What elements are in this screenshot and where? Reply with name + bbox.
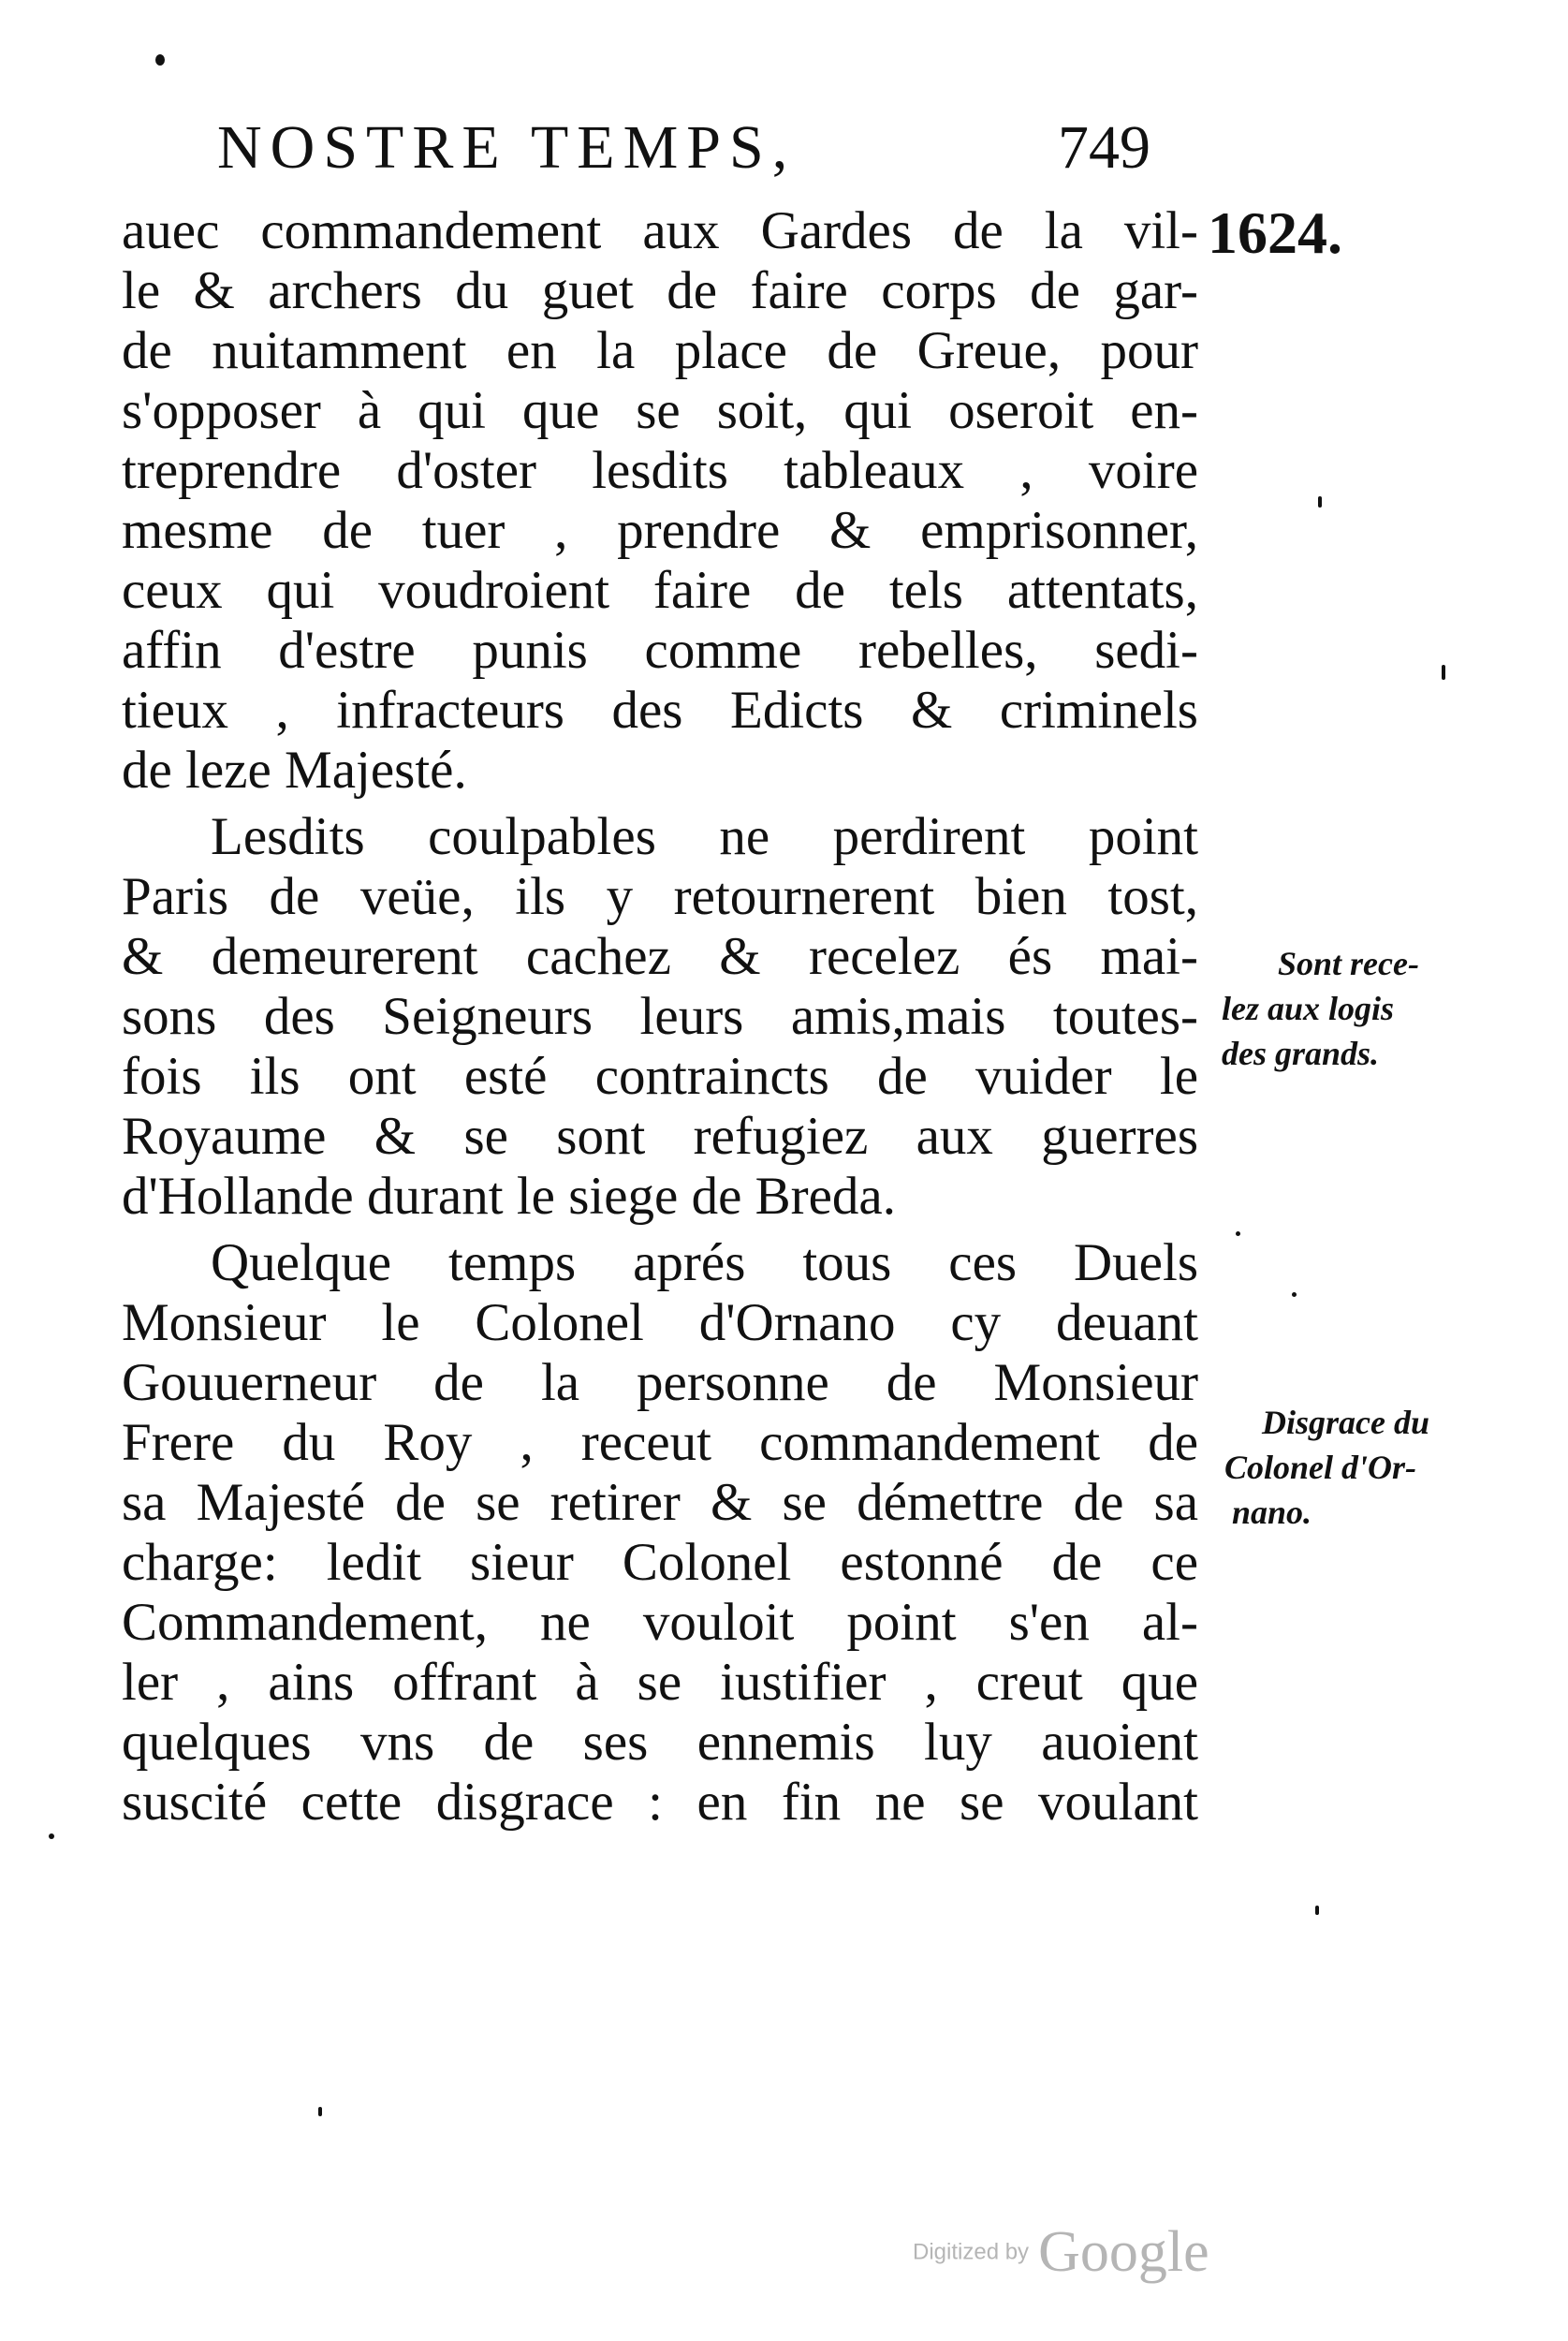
text-line: auec commandement aux Gardes de la vil-	[122, 201, 1198, 260]
text-line: fois ils ont esté contraincts de vuider le	[122, 1047, 1198, 1106]
text-line: quelques vns de ses ennemis luy auoient	[122, 1713, 1198, 1772]
ink-speck	[1292, 1292, 1297, 1297]
text-line: le & archers du guet de faire corps de gar-	[122, 261, 1198, 320]
text-line: & demeurerent cachez & recelez és mai-	[122, 927, 1198, 986]
ink-speck	[318, 2107, 322, 2116]
margin-note-line: Colonel d'Or-	[1224, 1449, 1417, 1486]
margin-note-line: Sont rece-	[1278, 945, 1419, 982]
text-line: d'Hollande durant le siege de Breda.	[122, 1167, 896, 1226]
text-line: Royaume & se sont refugiez aux guerres	[122, 1107, 1198, 1166]
margin-note-recelez	[1222, 941, 1419, 1076]
text-line: tieux , infracteurs des Edicts & criminels	[122, 681, 1198, 740]
ink-speck	[155, 54, 165, 66]
text-line: Frere du Roy , receut commandement de	[122, 1413, 1198, 1472]
text-line: de leze Majesté.	[122, 741, 467, 800]
text-line: Gouuerneur de la personne de Monsieur	[122, 1353, 1198, 1412]
text-line: Quelque temps aprés tous ces Duels	[211, 1233, 1198, 1292]
margin-note-line: nano.	[1232, 1494, 1312, 1531]
paragraph-3	[122, 1233, 1198, 1833]
ink-speck	[1236, 1231, 1240, 1236]
paragraph-1	[122, 201, 1198, 801]
text-line: sa Majesté de se retirer & se démettre de sa	[122, 1473, 1198, 1532]
text-line: Lesdits coulpables ne perdirent point	[211, 807, 1198, 866]
text-line: ceux qui voudroient faire de tels attentats,	[122, 561, 1198, 620]
page-number: 749	[1058, 113, 1150, 182]
digitized-by-label: Digitized by	[913, 2239, 1030, 2265]
margin-note-line: lez aux logis	[1222, 990, 1395, 1027]
margin-year: 1624.	[1208, 199, 1342, 266]
google-logo: Google	[1038, 2220, 1209, 2284]
ink-speck	[1315, 1906, 1319, 1915]
ink-speck	[1442, 665, 1445, 680]
text-line: Paris de veüe, ils y retournerent bien tost,	[122, 867, 1198, 926]
paragraph-2	[122, 807, 1198, 1227]
text-line: suscité cette disgrace : en fin ne se voulant	[122, 1773, 1198, 1832]
ink-speck	[1318, 496, 1322, 508]
running-title: NOSTRE TEMPS,	[217, 113, 797, 182]
ink-speck	[49, 1833, 54, 1839]
text-line: charge: ledit sieur Colonel estonné de ce	[122, 1533, 1198, 1592]
margin-note-disgrace	[1224, 1400, 1429, 1535]
text-line: sons des Seigneurs leurs amis,mais toutes-	[122, 987, 1198, 1046]
text-line: affin d'estre punis comme rebelles, sedi-	[122, 621, 1198, 680]
text-line: de nuitamment en la place de Greue, pour	[122, 321, 1198, 380]
text-line: mesme de tuer , prendre & emprisonner,	[122, 501, 1198, 560]
text-line: ler , ains offrant à se iustifier , creut que	[122, 1653, 1198, 1712]
margin-note-line: des grands.	[1222, 1035, 1380, 1072]
main-text	[122, 201, 1198, 1833]
digitized-watermark	[913, 2219, 1209, 2286]
margin-note-line: Disgrace du	[1262, 1404, 1429, 1441]
text-line: Commandement, ne vouloit point s'en al-	[122, 1593, 1198, 1652]
text-line: Monsieur le Colonel d'Ornano cy deuant	[122, 1293, 1198, 1352]
text-line: treprendre d'oster lesdits tableaux , voire	[122, 441, 1198, 500]
text-line: s'opposer à qui que se soit, qui oseroit en-	[122, 381, 1198, 440]
